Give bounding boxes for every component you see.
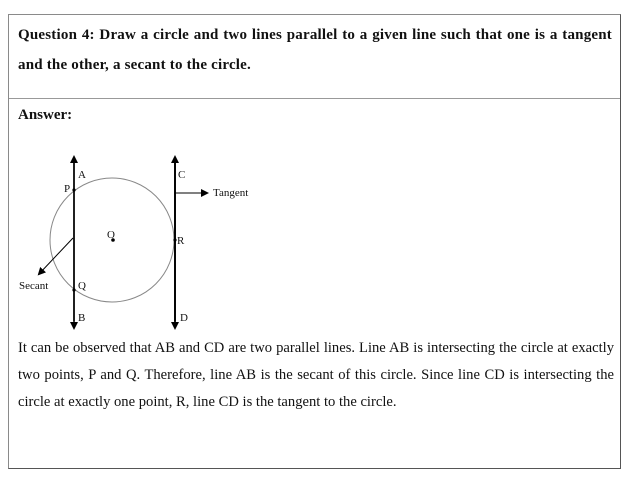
geometry-diagram — [9, 143, 269, 333]
point-Q — [72, 288, 75, 291]
label-P: P — [64, 183, 71, 195]
label-C: C — [178, 169, 186, 181]
label-secant: Secant — [19, 280, 49, 292]
answer-explanation: It can be observed that AB and CD are two parallel lines. Line AB is intersecting the circle at exactly two points, P and Q. Therefore, line AB is the secant of this circle. Since line CD is intersecting the circle at exactly one point, R, line CD is the tangent to the circle. — [18, 340, 614, 410]
answer-label: Answer: — [18, 107, 73, 123]
question-answer-box — [8, 14, 621, 469]
point-P — [72, 188, 75, 191]
label-O: O — [107, 229, 115, 241]
question-cell — [9, 15, 620, 99]
label-B: B — [78, 312, 86, 324]
label-tangent: Tangent — [213, 187, 249, 199]
question-text: Question 4: Draw a circle and two lines parallel to a given line such that one is a tangent and the other, a secant to the circle. — [18, 27, 612, 73]
label-Q: Q — [78, 280, 86, 292]
label-D: D — [180, 312, 188, 324]
secant-arrow — [39, 238, 73, 274]
label-R: R — [177, 235, 185, 247]
label-A: A — [78, 169, 86, 181]
